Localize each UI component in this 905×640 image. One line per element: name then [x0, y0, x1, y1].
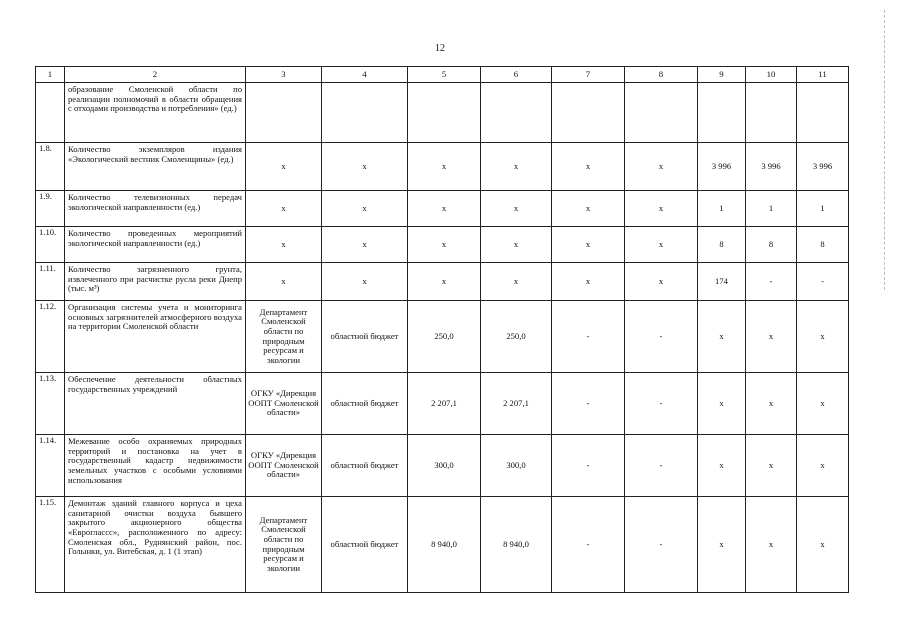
- executor-cell: х: [246, 227, 322, 263]
- header-cell: 1: [36, 67, 65, 83]
- value-cell: [481, 83, 552, 143]
- value-cell: х: [746, 435, 797, 497]
- value-cell: [698, 83, 746, 143]
- value-cell: х: [552, 263, 625, 301]
- value-cell: 8: [797, 227, 849, 263]
- header-cell: 10: [746, 67, 797, 83]
- value-cell: 250,0: [481, 301, 552, 373]
- value-cell: х: [625, 227, 698, 263]
- table-row: [36, 263, 849, 301]
- value-cell: [797, 83, 849, 143]
- value-cell: х: [481, 227, 552, 263]
- row-name: Организация системы учета и мониторинга основных загрязнителей атмосферного воздуха на территории Смоленской области: [65, 301, 246, 373]
- value-cell: 2 207,1: [481, 373, 552, 435]
- row-number: 1.9.: [36, 191, 65, 227]
- executor-cell: Департамент Смоленской области по природным ресурсам и экологии: [246, 301, 322, 373]
- row-name: образование Смоленской области по реализации полномочий в области обращения с отходами производства и потребления» (ед.): [65, 83, 246, 143]
- value-cell: х: [552, 191, 625, 227]
- value-cell: 2 207,1: [408, 373, 481, 435]
- value-cell: 3 996: [797, 143, 849, 191]
- value-cell: х: [698, 497, 746, 593]
- header-cell: 8: [625, 67, 698, 83]
- source-cell: областной бюджет: [322, 435, 408, 497]
- value-cell: -: [746, 263, 797, 301]
- source-cell: областной бюджет: [322, 301, 408, 373]
- row-number: 1.10.: [36, 227, 65, 263]
- header-cell: 5: [408, 67, 481, 83]
- row-name: Количество проведенных мероприятий экологической направленности (ед.): [65, 227, 246, 263]
- value-cell: -: [552, 435, 625, 497]
- value-cell: х: [408, 191, 481, 227]
- value-cell: х: [797, 373, 849, 435]
- value-cell: -: [625, 497, 698, 593]
- value-cell: х: [481, 143, 552, 191]
- value-cell: -: [797, 263, 849, 301]
- row-name: Количество загрязненного грунта, извлеченного при расчистке русла реки Днепр (тыс. м³): [65, 263, 246, 301]
- row-number: 1.8.: [36, 143, 65, 191]
- value-cell: х: [552, 143, 625, 191]
- value-cell: 1: [797, 191, 849, 227]
- header-cell: 9: [698, 67, 746, 83]
- page-number: 12: [435, 43, 445, 54]
- value-cell: 174: [698, 263, 746, 301]
- table-row: [36, 191, 849, 227]
- value-cell: х: [408, 143, 481, 191]
- table-row: [36, 435, 849, 497]
- value-cell: [746, 83, 797, 143]
- value-cell: -: [625, 301, 698, 373]
- table-row: [36, 301, 849, 373]
- row-number: 1.15.: [36, 497, 65, 593]
- source-cell: областной бюджет: [322, 497, 408, 593]
- table-row: [36, 497, 849, 593]
- value-cell: 1: [698, 191, 746, 227]
- value-cell: 1: [746, 191, 797, 227]
- row-name: Демонтаж зданий главного корпуса и цеха санитарной очистки воздуха бывшего закрытого акционерного общества «Евроглассс», расположенного по адресу: Смоленская обл., Руднянский район, пос. Голынки, ул. Витебская, д. 1 (1 этап): [65, 497, 246, 593]
- value-cell: х: [797, 435, 849, 497]
- value-cell: х: [698, 435, 746, 497]
- value-cell: -: [552, 373, 625, 435]
- executor-cell: Департамент Смоленской области по природным ресурсам и экологии: [246, 497, 322, 593]
- table-row: [36, 227, 849, 263]
- value-cell: [408, 83, 481, 143]
- source-cell: областной бюджет: [322, 373, 408, 435]
- program-table: [35, 66, 849, 593]
- row-name: Количество экземпляров издания «Экологический вестник Смоленщины» (ед.): [65, 143, 246, 191]
- header-cell: 11: [797, 67, 849, 83]
- margin-mark: [884, 10, 886, 290]
- value-cell: -: [552, 301, 625, 373]
- value-cell: х: [797, 301, 849, 373]
- value-cell: 8: [698, 227, 746, 263]
- value-cell: [625, 83, 698, 143]
- table-row: [36, 143, 849, 191]
- row-name: Межевание особо охраняемых природных территорий и постановка на учет в государственный кадастр недвижимости земельных участков с особыми условиями использования: [65, 435, 246, 497]
- value-cell: х: [481, 191, 552, 227]
- value-cell: 3 996: [746, 143, 797, 191]
- value-cell: х: [408, 263, 481, 301]
- value-cell: -: [552, 497, 625, 593]
- value-cell: х: [408, 227, 481, 263]
- header-cell: 2: [65, 67, 246, 83]
- value-cell: х: [481, 263, 552, 301]
- value-cell: 3 996: [698, 143, 746, 191]
- value-cell: х: [797, 497, 849, 593]
- value-cell: 8: [746, 227, 797, 263]
- row-name: Обеспечение деятельности областных государственных учреждений: [65, 373, 246, 435]
- source-cell: х: [322, 227, 408, 263]
- value-cell: х: [552, 227, 625, 263]
- source-cell: х: [322, 143, 408, 191]
- header-row: [36, 67, 849, 83]
- executor-cell: х: [246, 143, 322, 191]
- value-cell: [552, 83, 625, 143]
- row-number: 1.14.: [36, 435, 65, 497]
- source-cell: х: [322, 191, 408, 227]
- value-cell: 300,0: [408, 435, 481, 497]
- value-cell: 300,0: [481, 435, 552, 497]
- row-number: 1.13.: [36, 373, 65, 435]
- value-cell: х: [746, 497, 797, 593]
- header-cell: 4: [322, 67, 408, 83]
- row-number: [36, 83, 65, 143]
- value-cell: х: [625, 263, 698, 301]
- table-row: [36, 373, 849, 435]
- value-cell: 250,0: [408, 301, 481, 373]
- row-number: 1.12.: [36, 301, 65, 373]
- value-cell: х: [746, 373, 797, 435]
- executor-cell: [246, 83, 322, 143]
- value-cell: -: [625, 373, 698, 435]
- row-number: 1.11.: [36, 263, 65, 301]
- value-cell: -: [625, 435, 698, 497]
- executor-cell: ОГКУ «Дирекция ООПТ Смоленской области»: [246, 435, 322, 497]
- source-cell: [322, 83, 408, 143]
- header-cell: 6: [481, 67, 552, 83]
- header-cell: 7: [552, 67, 625, 83]
- executor-cell: х: [246, 191, 322, 227]
- header-cell: 3: [246, 67, 322, 83]
- value-cell: х: [625, 143, 698, 191]
- source-cell: х: [322, 263, 408, 301]
- value-cell: х: [746, 301, 797, 373]
- value-cell: х: [698, 373, 746, 435]
- executor-cell: х: [246, 263, 322, 301]
- table-row: [36, 83, 849, 143]
- executor-cell: ОГКУ «Дирекция ООПТ Смоленской области»: [246, 373, 322, 435]
- value-cell: х: [698, 301, 746, 373]
- row-name: Количество телевизионных передач экологической направленности (ед.): [65, 191, 246, 227]
- value-cell: х: [625, 191, 698, 227]
- value-cell: 8 940,0: [481, 497, 552, 593]
- value-cell: 8 940,0: [408, 497, 481, 593]
